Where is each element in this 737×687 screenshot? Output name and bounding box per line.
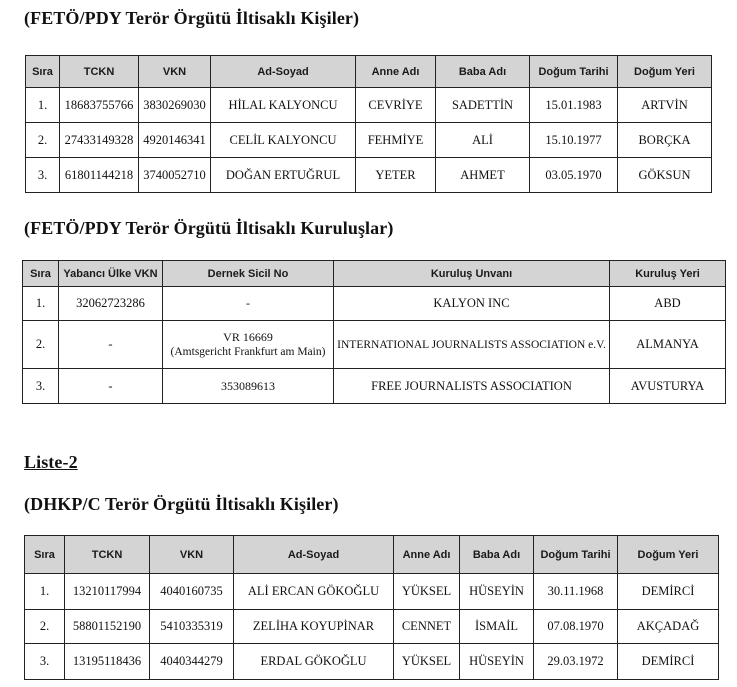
cell-baba-adi: HÜSEYİN [460, 574, 534, 610]
cell-kurulus-yeri: ABD [610, 287, 726, 321]
cell-ad-soyad: ERDAL GÖKOĞLU [234, 644, 394, 680]
cell-kurulus-yeri: ALMANYA [610, 321, 726, 369]
cell-dernek-sicil-no [163, 321, 334, 369]
col-header-sira: Sıra [23, 261, 59, 287]
table-row [25, 610, 719, 644]
table-row [26, 123, 712, 158]
sicil-no-line1: VR 16669 [223, 329, 273, 344]
cell-dogum-tarihi: 15.01.1983 [530, 88, 618, 123]
cell-kurulus-unvani: INTERNATIONAL JOURNALISTS ASSOCIATION e.V. [334, 321, 610, 369]
cell-sira: 3. [26, 158, 60, 193]
col-header-baba-adi: Baba Adı [436, 56, 530, 88]
cell-sira: 2. [26, 123, 60, 158]
cell-yabanci-ulke-vkn: - [59, 321, 163, 369]
section-title-dhkpc-persons: (DHKP/C Terör Örgütü İltisaklı Kişiler) [24, 494, 339, 514]
cell-yabanci-ulke-vkn: 32062723286 [59, 287, 163, 321]
col-header-tckn: TCKN [65, 536, 150, 574]
cell-dogum-yeri: DEMİRCİ [618, 574, 719, 610]
col-header-dogum-yeri: Doğum Yeri [618, 56, 712, 88]
table-header-row [25, 536, 719, 574]
cell-dernek-sicil-no [163, 369, 334, 404]
col-header-ad-soyad: Ad-Soyad [211, 56, 356, 88]
cell-ad-soyad: ZELİHA KOYUPİNAR [234, 610, 394, 644]
cell-sira: 3. [25, 644, 65, 680]
liste-2-label: Liste-2 [24, 452, 78, 472]
cell-sira: 3. [23, 369, 59, 404]
cell-anne-adi: YÜKSEL [394, 644, 460, 680]
section-title-feto-organizations: (FETÖ/PDY Terör Örgütü İltisaklı Kuruluşlar) [24, 218, 394, 238]
cell-yabanci-ulke-vkn: - [59, 369, 163, 404]
col-header-vkn: VKN [150, 536, 234, 574]
cell-tckn: 13195118436 [65, 644, 150, 680]
cell-sira: 1. [23, 287, 59, 321]
sicil-no-line2: (Amtsgericht Frankfurt am Main) [170, 345, 326, 358]
cell-tckn: 13210117994 [65, 574, 150, 610]
cell-ad-soyad: ALİ ERCAN GÖKOĞLU [234, 574, 394, 610]
table-header-row [23, 261, 726, 287]
cell-tckn: 27433149328 [60, 123, 139, 158]
cell-sira: 1. [25, 574, 65, 610]
cell-baba-adi: İSMAİL [460, 610, 534, 644]
cell-baba-adi: HÜSEYİN [460, 644, 534, 680]
col-header-ad-soyad: Ad-Soyad [234, 536, 394, 574]
col-header-dernek-sicil-no: Dernek Sicil No [163, 261, 334, 287]
sicil-no-line1: - [246, 296, 250, 310]
table-row [23, 287, 726, 321]
table-row [26, 158, 712, 193]
feto-organizations-table [22, 260, 726, 404]
cell-dogum-yeri: DEMİRCİ [618, 644, 719, 680]
feto-persons-table [25, 55, 712, 193]
table-row [26, 88, 712, 123]
cell-dogum-yeri: GÖKSUN [618, 158, 712, 193]
cell-vkn: 3740052710 [139, 158, 211, 193]
cell-kurulus-yeri: AVUSTURYA [610, 369, 726, 404]
section-title-feto-persons: (FETÖ/PDY Terör Örgütü İltisaklı Kişiler) [24, 8, 360, 28]
cell-dogum-yeri: BORÇKA [618, 123, 712, 158]
dhkpc-persons-table [24, 535, 719, 680]
cell-ad-soyad: HİLAL KALYONCU [211, 88, 356, 123]
cell-anne-adi: CEVRİYE [356, 88, 436, 123]
col-header-vkn: VKN [139, 56, 211, 88]
cell-vkn: 5410335319 [150, 610, 234, 644]
cell-dogum-yeri: AKÇADAĞ [618, 610, 719, 644]
cell-vkn: 3830269030 [139, 88, 211, 123]
col-header-dogum-tarihi: Doğum Tarihi [534, 536, 618, 574]
cell-kurulus-unvani: KALYON INC [334, 287, 610, 321]
cell-dogum-tarihi: 29.03.1972 [534, 644, 618, 680]
cell-anne-adi: YÜKSEL [394, 574, 460, 610]
cell-dogum-tarihi: 03.05.1970 [530, 158, 618, 193]
sicil-no-line1: 353089613 [221, 378, 275, 393]
cell-sira: 1. [26, 88, 60, 123]
cell-dogum-tarihi: 07.08.1970 [534, 610, 618, 644]
cell-kurulus-unvani: FREE JOURNALISTS ASSOCIATION [334, 369, 610, 404]
col-header-tckn: TCKN [60, 56, 139, 88]
col-header-sira: Sıra [26, 56, 60, 88]
cell-vkn: 4040160735 [150, 574, 234, 610]
table-row [25, 644, 719, 680]
cell-baba-adi: AHMET [436, 158, 530, 193]
cell-dogum-tarihi: 15.10.1977 [530, 123, 618, 158]
table-header-row [26, 56, 712, 88]
cell-tckn: 58801152190 [65, 610, 150, 644]
col-header-dogum-yeri: Doğum Yeri [618, 536, 719, 574]
table-row [23, 321, 726, 369]
cell-ad-soyad: CELİL KALYONCU [211, 123, 356, 158]
cell-dogum-tarihi: 30.11.1968 [534, 574, 618, 610]
cell-baba-adi: SADETTİN [436, 88, 530, 123]
cell-ad-soyad: DOĞAN ERTUĞRUL [211, 158, 356, 193]
col-header-sira: Sıra [25, 536, 65, 574]
table-row [25, 574, 719, 610]
cell-anne-adi: CENNET [394, 610, 460, 644]
col-header-anne-adi: Anne Adı [356, 56, 436, 88]
cell-dernek-sicil-no [163, 287, 334, 321]
cell-vkn: 4040344279 [150, 644, 234, 680]
cell-baba-adi: ALİ [436, 123, 530, 158]
cell-dogum-yeri: ARTVİN [618, 88, 712, 123]
col-header-kurulus-yeri: Kuruluş Yeri [610, 261, 726, 287]
cell-tckn: 18683755766 [60, 88, 139, 123]
col-header-yabanci-ulke-vkn: Yabancı Ülke VKN [59, 261, 163, 287]
col-header-kurulus-unvani: Kuruluş Unvanı [334, 261, 610, 287]
cell-vkn: 4920146341 [139, 123, 211, 158]
col-header-dogum-tarihi: Doğum Tarihi [530, 56, 618, 88]
table-row [23, 369, 726, 404]
cell-sira: 2. [23, 321, 59, 369]
cell-sira: 2. [25, 610, 65, 644]
cell-anne-adi: YETER [356, 158, 436, 193]
cell-anne-adi: FEHMİYE [356, 123, 436, 158]
col-header-baba-adi: Baba Adı [460, 536, 534, 574]
col-header-anne-adi: Anne Adı [394, 536, 460, 574]
cell-tckn: 61801144218 [60, 158, 139, 193]
